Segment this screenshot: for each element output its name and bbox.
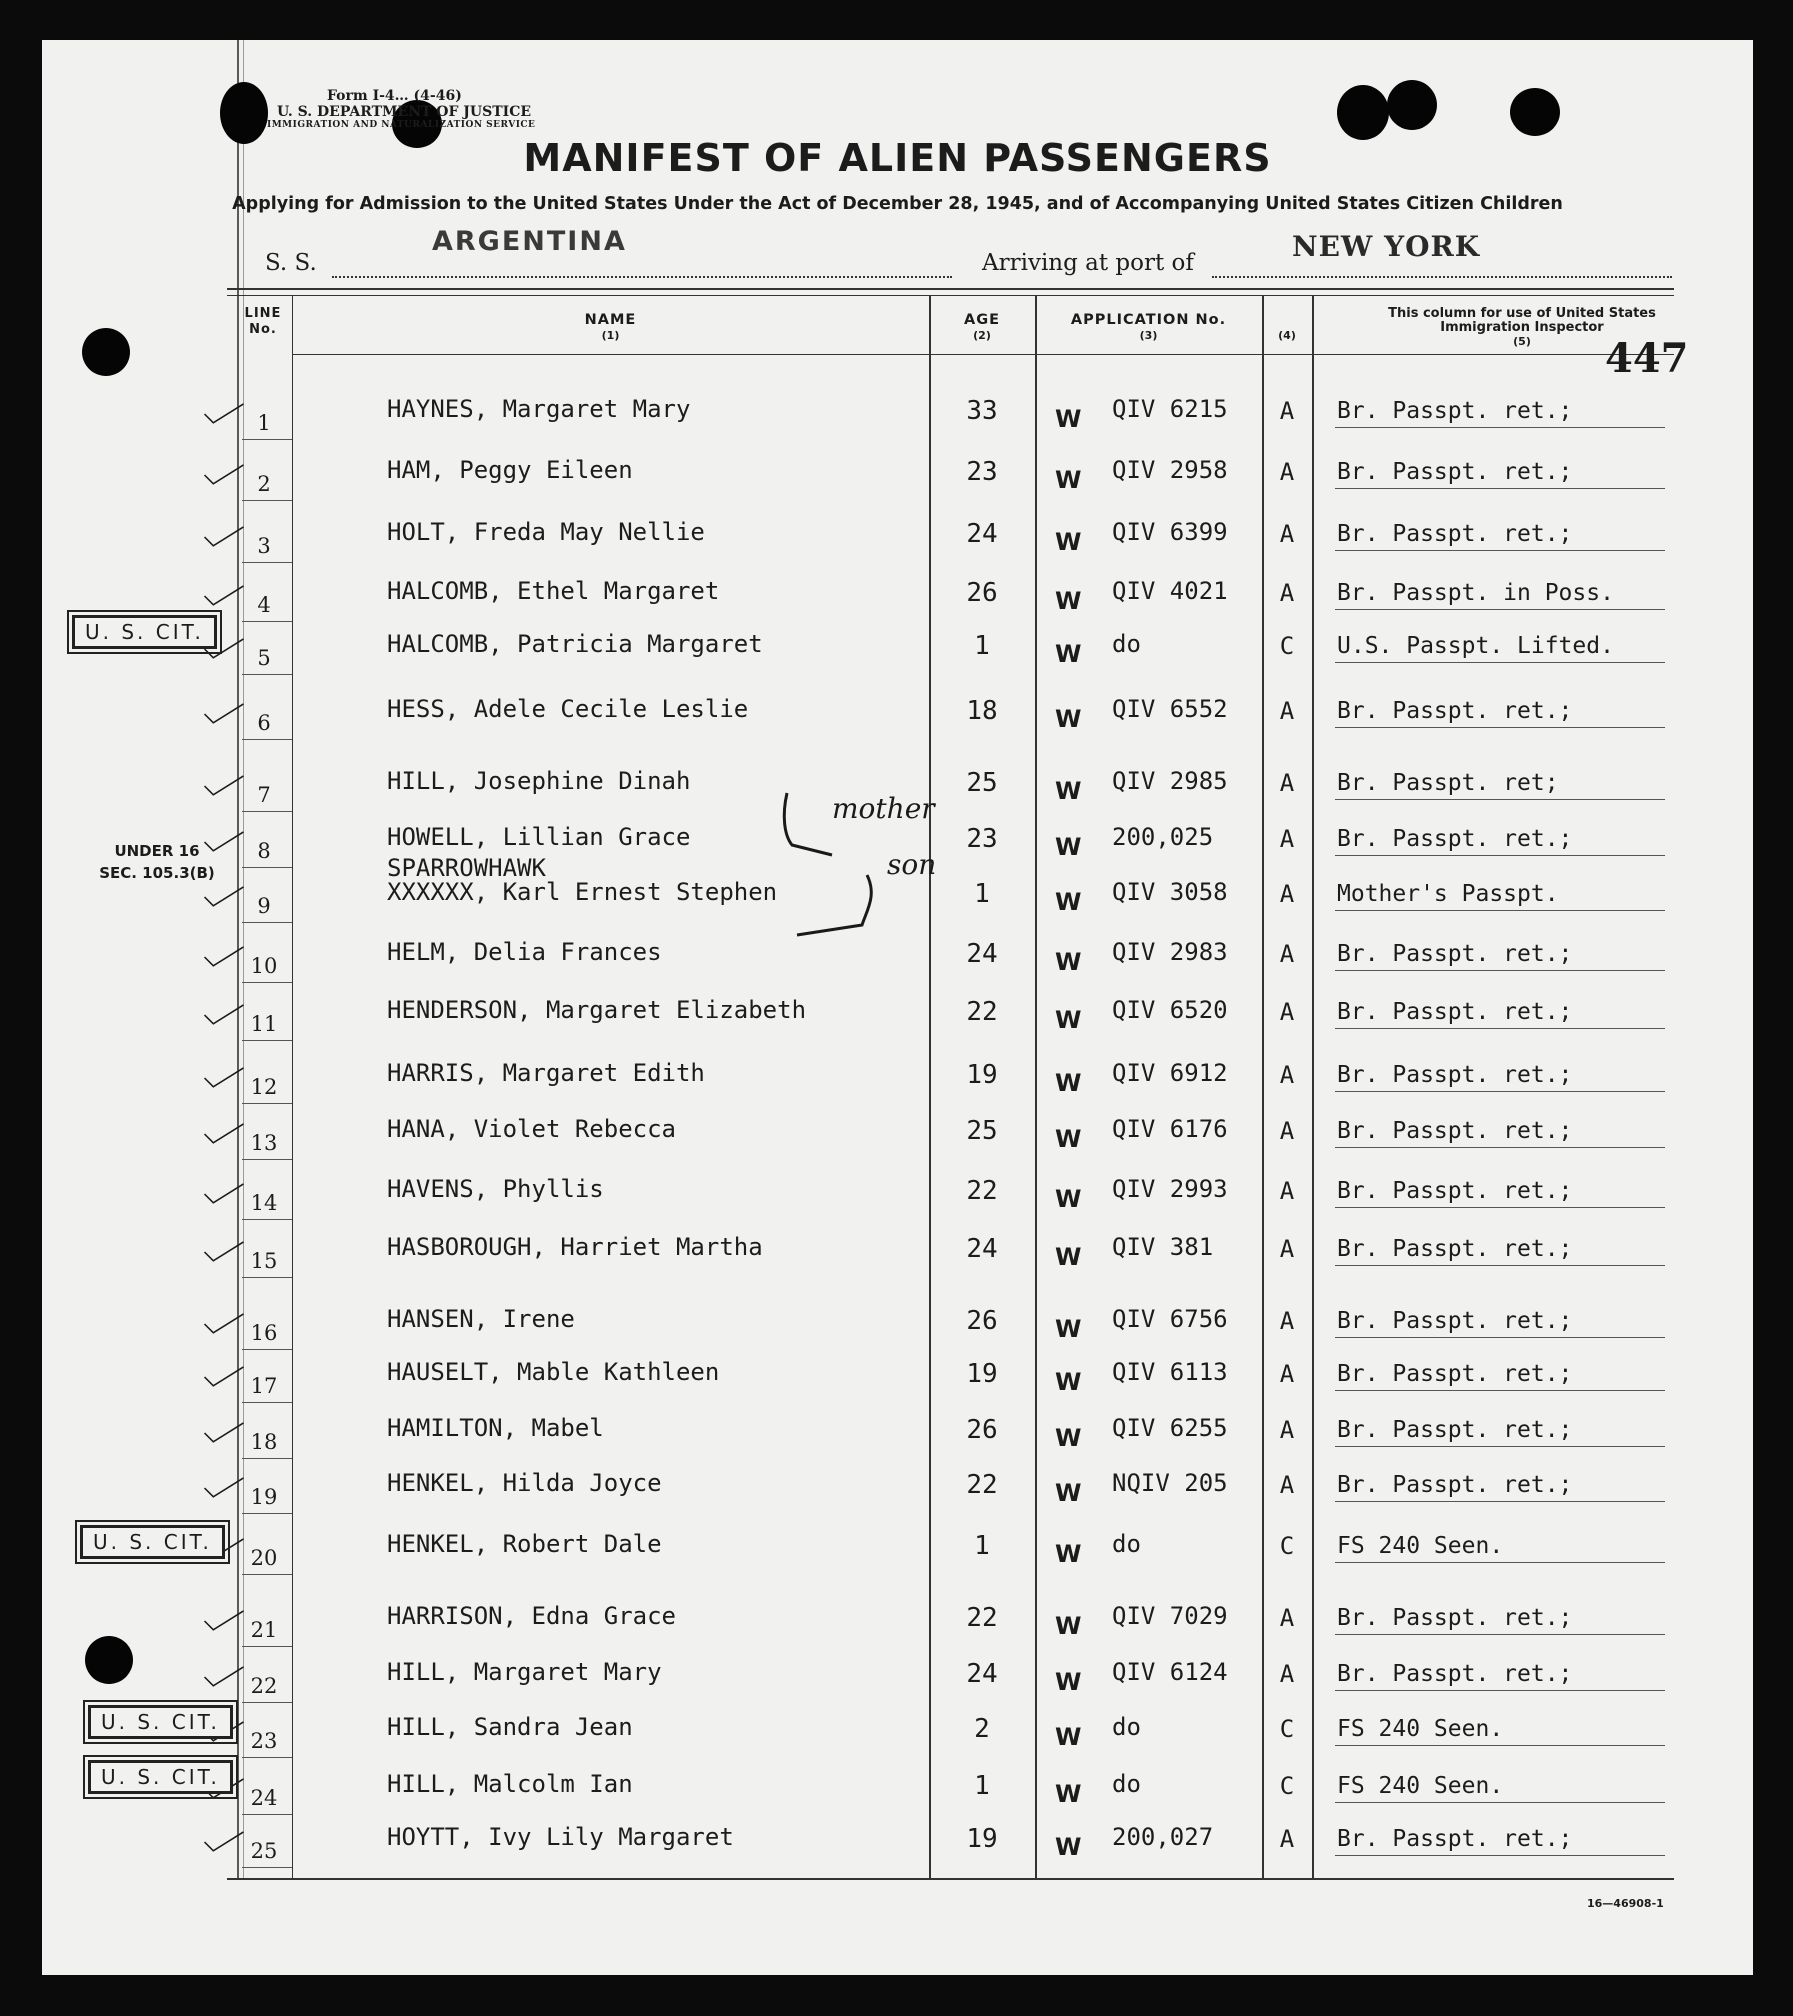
application-number: QIV 2983 (1112, 938, 1228, 966)
passenger-race: W (1055, 528, 1082, 556)
inspector-remark: Br. Passpt. ret.; (1337, 1417, 1573, 1443)
line-number: 22 (250, 1674, 278, 1698)
passenger-name: HENDERSON, Margaret Elizabeth (387, 996, 807, 1024)
table-top-rule-2 (227, 295, 1674, 296)
form-number: Form I-4… (4-46) (327, 88, 462, 104)
passenger-race: W (1055, 888, 1082, 916)
application-number: QIV 6215 (1112, 395, 1228, 423)
row-rule (1335, 1745, 1665, 1746)
passenger-race: W (1055, 777, 1082, 805)
inspector-remark: Br. Passpt. in Poss. (1337, 580, 1614, 606)
col-header-4 (1262, 328, 1312, 344)
passenger-age: 19 (966, 1824, 998, 1854)
line-number-rule (242, 1277, 292, 1278)
row-rule (1335, 1207, 1665, 1208)
passenger-name-above: SPARROWHAWK (387, 854, 546, 882)
class-code: A (1279, 1604, 1295, 1632)
check-mark-icon (202, 1309, 246, 1339)
passenger-name: HOYTT, Ivy Lily Margaret (387, 1823, 734, 1851)
inspector-remark: Br. Passpt. ret.; (1337, 1661, 1573, 1687)
passenger-age: 25 (966, 1116, 998, 1146)
inspector-remark: Br. Passpt. ret.; (1337, 459, 1573, 485)
row-rule (1335, 1028, 1665, 1029)
row-rule (1335, 1091, 1665, 1092)
line-number-rule (242, 1402, 292, 1403)
passenger-name: HILL, Josephine Dinah (387, 767, 691, 795)
passenger-race: W (1055, 1540, 1082, 1568)
port-label: Arriving at port of (982, 250, 1194, 276)
line-number: 1 (257, 411, 271, 435)
punch-hole (85, 1636, 133, 1684)
inspector-remark: U.S. Passpt. Lifted. (1337, 633, 1614, 659)
line-number-rule (242, 562, 292, 563)
check-mark-icon (202, 1000, 246, 1030)
application-number: QIV 381 (1112, 1233, 1214, 1261)
passenger-age: 19 (966, 1359, 998, 1389)
inspector-remark: Br. Passpt. ret.; (1337, 1236, 1573, 1262)
inspector-remark: Br. Passpt. ret.; (1337, 1361, 1573, 1387)
class-code: A (1279, 1825, 1295, 1853)
passenger-race: W (1055, 1185, 1082, 1213)
class-code: A (1279, 397, 1295, 425)
class-code: A (1279, 579, 1295, 607)
line-number-rule (242, 1513, 292, 1514)
col-header-name-label: NAME (584, 312, 637, 328)
passenger-name: HAUSELT, Mable Kathleen (387, 1358, 720, 1386)
passenger-race: W (1055, 405, 1082, 433)
passenger-name: HENKEL, Robert Dale (387, 1530, 662, 1558)
check-mark-icon (202, 1237, 246, 1267)
inspector-remark: Br. Passpt. ret.; (1337, 826, 1573, 852)
class-code: C (1279, 1532, 1295, 1560)
passenger-age: 22 (966, 1176, 998, 1206)
passenger-age: 24 (966, 939, 998, 969)
col-header-application-label: APPLICATION No. (1070, 312, 1227, 328)
inspector-remark: Br. Passpt. ret.; (1337, 1472, 1573, 1498)
application-number: QIV 7029 (1112, 1602, 1228, 1630)
inspector-remark: FS 240 Seen. (1337, 1773, 1504, 1799)
line-number-rule (242, 1159, 292, 1160)
us-citizen-stamp: U. S. CIT. (88, 1705, 233, 1739)
line-number: 7 (257, 783, 271, 807)
passenger-name: XXXXXX, Karl Ernest Stephen (387, 878, 778, 906)
line-number-rule (242, 1458, 292, 1459)
punch-hole (1387, 80, 1437, 130)
class-code: A (1279, 1235, 1295, 1263)
passenger-age: 23 (966, 457, 998, 487)
passenger-age: 22 (966, 997, 998, 1027)
passenger-age: 22 (966, 1603, 998, 1633)
check-mark-icon (202, 1418, 246, 1448)
row-rule (1335, 1855, 1665, 1856)
application-number: do (1112, 1713, 1141, 1741)
passenger-race: W (1055, 1315, 1082, 1343)
inspector-remark: FS 240 Seen. (1337, 1533, 1504, 1559)
class-code: A (1279, 458, 1295, 486)
line-number: 13 (250, 1131, 278, 1155)
inspector-remark: Br. Passpt. ret.; (1337, 1308, 1573, 1334)
passenger-race: W (1055, 1780, 1082, 1808)
handwritten-son: son (887, 848, 937, 881)
check-mark-icon (202, 699, 246, 729)
line-number: 11 (250, 1012, 278, 1036)
passenger-age: 23 (966, 824, 998, 854)
inspector-remark: Br. Passpt. ret.; (1337, 1178, 1573, 1204)
line-number-rule (242, 1646, 292, 1647)
passenger-age: 2 (974, 1714, 990, 1744)
class-code: A (1279, 940, 1295, 968)
class-code: A (1279, 697, 1295, 725)
inspector-remark: Br. Passpt. ret.; (1337, 999, 1573, 1025)
col-header-name (292, 312, 929, 344)
line-number-rule (242, 1574, 292, 1575)
line-number-rule (242, 922, 292, 923)
department-name: U. S. DEPARTMENT OF JUSTICE (277, 104, 532, 120)
line-number-rule (242, 500, 292, 501)
inspector-remark: Br. Passpt. ret.; (1337, 1062, 1573, 1088)
passenger-name: HASBOROUGH, Harriet Martha (387, 1233, 763, 1261)
passenger-race: W (1055, 833, 1082, 861)
application-number: NQIV 205 (1112, 1469, 1228, 1497)
application-number: QIV 6756 (1112, 1305, 1228, 1333)
class-code: A (1279, 880, 1295, 908)
passenger-age: 24 (966, 1234, 998, 1264)
form-identifier (267, 88, 535, 130)
col-header-application-num: (3) (1139, 329, 1158, 342)
passenger-name: HANA, Violet Rebecca (387, 1115, 676, 1143)
passenger-age: 22 (966, 1470, 998, 1500)
passenger-name: HILL, Malcolm Ian (387, 1770, 633, 1798)
passenger-race: W (1055, 1424, 1082, 1452)
check-mark-icon (202, 1606, 246, 1636)
passenger-name: HESS, Adele Cecile Leslie (387, 695, 749, 723)
side-note-line2: SEC. 105.3(B) (99, 864, 215, 882)
col-header-age-num: (2) (973, 329, 991, 342)
passenger-name: HAVENS, Phyllis (387, 1175, 604, 1203)
passenger-name: HANSEN, Irene (387, 1305, 575, 1333)
passenger-name: HOLT, Freda May Nellie (387, 518, 705, 546)
row-rule (1335, 488, 1665, 489)
line-number-rule (242, 1757, 292, 1758)
check-mark-icon (202, 1473, 246, 1503)
row-rule (1335, 910, 1665, 911)
passenger-name: HILL, Margaret Mary (387, 1658, 662, 1686)
row-rule (1335, 1265, 1665, 1266)
passenger-name: HOWELL, Lillian Grace (387, 823, 691, 851)
ship-name: ARGENTINA (432, 226, 627, 257)
class-code: A (1279, 520, 1295, 548)
line-number-rule (242, 1867, 292, 1868)
punch-hole (1337, 85, 1389, 140)
passenger-name: HAYNES, Margaret Mary (387, 395, 691, 423)
passenger-name: HARRISON, Edna Grace (387, 1602, 676, 1630)
application-number: QIV 6520 (1112, 996, 1228, 1024)
passenger-name: HALCOMB, Ethel Margaret (387, 577, 720, 605)
check-mark-icon (202, 882, 246, 912)
line-number: 15 (250, 1249, 278, 1273)
row-rule (1335, 799, 1665, 800)
passenger-race: W (1055, 640, 1082, 668)
line-number: 25 (250, 1839, 278, 1863)
ship-label: S. S. (265, 250, 317, 276)
check-mark-icon (202, 942, 246, 972)
header-bottom-rule (292, 354, 1674, 355)
row-rule (1335, 1802, 1665, 1803)
class-code: A (1279, 1117, 1295, 1145)
inspector-remark: Br. Passpt. ret.; (1337, 941, 1573, 967)
class-code: A (1279, 1660, 1295, 1688)
service-name: IMMIGRATION AND NATURALIZATION SERVICE (267, 120, 536, 130)
passenger-age: 19 (966, 1060, 998, 1090)
passenger-name: HAMILTON, Mabel (387, 1414, 604, 1442)
side-note-under-16 (82, 840, 232, 884)
check-mark-icon (202, 581, 246, 611)
application-number: QIV 6912 (1112, 1059, 1228, 1087)
application-number: QIV 2958 (1112, 456, 1228, 484)
line-number-rule (242, 1103, 292, 1104)
passenger-race: W (1055, 587, 1082, 615)
line-number: 8 (257, 839, 271, 863)
class-code: A (1279, 998, 1295, 1026)
inspector-remark: Br. Passpt. ret.; (1337, 1605, 1573, 1631)
line-number: 5 (257, 646, 271, 670)
line-number-rule (242, 1219, 292, 1220)
col-header-application (1035, 312, 1262, 344)
passenger-race: W (1055, 1368, 1082, 1396)
line-number: 24 (250, 1786, 278, 1810)
application-number: QIV 4021 (1112, 577, 1228, 605)
col-header-inspector-num: (5) (1513, 335, 1531, 348)
col-header-age (929, 312, 1035, 344)
passenger-age: 18 (966, 696, 998, 726)
class-code: A (1279, 1307, 1295, 1335)
passenger-race: W (1055, 948, 1082, 976)
application-number: 200,025 (1112, 823, 1214, 851)
line-number: 21 (250, 1618, 278, 1642)
class-code: A (1279, 1177, 1295, 1205)
punch-hole (82, 328, 130, 376)
us-citizen-stamp: U. S. CIT. (88, 1760, 233, 1794)
application-number: QIV 2993 (1112, 1175, 1228, 1203)
check-mark-icon (202, 1662, 246, 1692)
passenger-name: HILL, Sandra Jean (387, 1713, 633, 1741)
application-number: QIV 2985 (1112, 767, 1228, 795)
col-divider (1035, 295, 1037, 1879)
application-number: QIV 6124 (1112, 1658, 1228, 1686)
row-rule (1335, 1390, 1665, 1391)
passenger-race: W (1055, 466, 1082, 494)
check-mark-icon (202, 771, 246, 801)
line-number-rule (242, 1349, 292, 1350)
inspector-remark: Br. Passpt. ret; (1337, 770, 1559, 796)
col-divider (929, 295, 931, 1879)
row-rule (1335, 1501, 1665, 1502)
check-mark-icon (202, 1179, 246, 1209)
passenger-race: W (1055, 1479, 1082, 1507)
application-number: do (1112, 1530, 1141, 1558)
form-code: 16—46908-1 (1587, 1897, 1664, 1910)
passenger-age: 26 (966, 1415, 998, 1445)
passenger-age: 1 (974, 1531, 990, 1561)
check-mark-icon (202, 1827, 246, 1857)
passenger-age: 26 (966, 578, 998, 608)
class-code: A (1279, 1471, 1295, 1499)
line-number: 14 (250, 1191, 278, 1215)
port-name: NEW YORK (1292, 230, 1481, 263)
line-number-rule (242, 982, 292, 983)
row-rule (1335, 855, 1665, 856)
line-number: 12 (250, 1075, 278, 1099)
col-header-age-label: AGE (963, 312, 1001, 328)
line-number-rule (242, 439, 292, 440)
side-note-line1: UNDER 16 (114, 842, 200, 860)
passenger-age: 25 (966, 768, 998, 798)
inspector-remark: Br. Passpt. ret.; (1337, 698, 1573, 724)
inspector-remark: Br. Passpt. ret.; (1337, 398, 1573, 424)
line-number-rule (242, 1040, 292, 1041)
col-header-inspector-label: This column for use of United States Immigration Inspector (1388, 306, 1656, 335)
application-number: QIV 6255 (1112, 1414, 1228, 1442)
line-number: 6 (257, 711, 271, 735)
ship-dotted-line (332, 276, 952, 278)
line-number-rule (242, 867, 292, 868)
page-number: 447 (1605, 335, 1689, 382)
check-mark-icon (202, 1119, 246, 1149)
passenger-name: HAM, Peggy Eileen (387, 456, 633, 484)
inspector-remark: Mother's Passpt. (1337, 881, 1559, 907)
inspector-remark: Br. Passpt. ret.; (1337, 1118, 1573, 1144)
line-number-rule (242, 811, 292, 812)
handwritten-mother: mother (832, 792, 935, 825)
application-number: QIV 3058 (1112, 878, 1228, 906)
port-dotted-line (1212, 276, 1672, 278)
application-number: QIV 6176 (1112, 1115, 1228, 1143)
passenger-race: W (1055, 1668, 1082, 1696)
page-title: MANIFEST OF ALIEN PASSENGERS (523, 136, 1272, 180)
passenger-age: 1 (974, 631, 990, 661)
class-code: C (1279, 1772, 1295, 1800)
line-number: 20 (250, 1546, 278, 1570)
col-divider (1312, 295, 1314, 1879)
row-rule (1335, 1634, 1665, 1635)
class-code: A (1279, 1416, 1295, 1444)
line-number: 16 (250, 1321, 278, 1345)
line-number: 9 (257, 894, 271, 918)
table-bottom-rule (227, 1878, 1674, 1880)
class-code: A (1279, 769, 1295, 797)
row-rule (1335, 1147, 1665, 1148)
manifest-page (42, 40, 1753, 1975)
passenger-age: 1 (974, 1771, 990, 1801)
class-code: A (1279, 1360, 1295, 1388)
passenger-age: 33 (966, 396, 998, 426)
line-number: 19 (250, 1485, 278, 1509)
passenger-race: W (1055, 1723, 1082, 1751)
line-number-rule (242, 1814, 292, 1815)
check-mark-icon (202, 1362, 246, 1392)
passenger-age: 1 (974, 879, 990, 909)
application-number: do (1112, 630, 1141, 658)
application-number: QIV 6399 (1112, 518, 1228, 546)
check-mark-icon (202, 460, 246, 490)
line-number: 17 (250, 1374, 278, 1398)
row-rule (1335, 550, 1665, 551)
inspector-remark: Br. Passpt. ret.; (1337, 521, 1573, 547)
passenger-race: W (1055, 1069, 1082, 1097)
row-rule (1335, 970, 1665, 971)
col-header-name-num: (1) (601, 329, 620, 342)
page-subtitle: Applying for Admission to the United States Under the Act of December 28, 1945, and of Accompanying United States Citizen Children (232, 194, 1563, 214)
row-rule (1335, 1562, 1665, 1563)
line-number: 4 (257, 593, 271, 617)
line-number: 3 (257, 534, 271, 558)
passenger-race: W (1055, 705, 1082, 733)
passenger-race: W (1055, 1612, 1082, 1640)
check-mark-icon (202, 399, 246, 429)
passenger-race: W (1055, 1833, 1082, 1861)
inspector-remark: Br. Passpt. ret.; (1337, 1826, 1573, 1852)
passenger-age: 26 (966, 1306, 998, 1336)
application-number: QIV 6113 (1112, 1358, 1228, 1386)
passenger-race: W (1055, 1125, 1082, 1153)
passenger-name: HALCOMB, Patricia Margaret (387, 630, 763, 658)
passenger-race: W (1055, 1006, 1082, 1034)
class-code: C (1279, 1715, 1295, 1743)
row-rule (1335, 1337, 1665, 1338)
table-top-rule (227, 288, 1674, 290)
col-header-line: LINE No. (244, 306, 282, 337)
line-number-rule (242, 1702, 292, 1703)
line-number-rule (242, 739, 292, 740)
passenger-name: HENKEL, Hilda Joyce (387, 1469, 662, 1497)
class-code: C (1279, 632, 1295, 660)
passenger-age: 24 (966, 1659, 998, 1689)
punch-hole (220, 82, 268, 144)
us-citizen-stamp: U. S. CIT. (80, 1525, 225, 1559)
class-code: A (1279, 1061, 1295, 1089)
row-rule (1335, 727, 1665, 728)
line-number-rule (242, 621, 292, 622)
check-mark-icon (202, 1063, 246, 1093)
line-number: 2 (257, 472, 271, 496)
application-number: QIV 6552 (1112, 695, 1228, 723)
row-rule (1335, 662, 1665, 663)
row-rule (1335, 427, 1665, 428)
row-rule (1335, 609, 1665, 610)
line-number: 23 (250, 1729, 278, 1753)
line-number: 18 (250, 1430, 278, 1454)
passenger-age: 24 (966, 519, 998, 549)
application-number: do (1112, 1770, 1141, 1798)
application-number: 200,027 (1112, 1823, 1214, 1851)
col-header-4-num: (4) (1278, 329, 1296, 342)
line-number: 10 (250, 954, 278, 978)
passenger-name: HARRIS, Margaret Edith (387, 1059, 705, 1087)
class-code: A (1279, 825, 1295, 853)
check-mark-icon (202, 522, 246, 552)
passenger-name: HELM, Delia Frances (387, 938, 662, 966)
passenger-race: W (1055, 1243, 1082, 1271)
inspector-remark: FS 240 Seen. (1337, 1716, 1504, 1742)
col-divider (1262, 295, 1264, 1879)
row-rule (1335, 1690, 1665, 1691)
us-citizen-stamp: U. S. CIT. (72, 615, 217, 649)
line-number-rule (242, 674, 292, 675)
punch-hole (1510, 88, 1560, 136)
row-rule (1335, 1446, 1665, 1447)
